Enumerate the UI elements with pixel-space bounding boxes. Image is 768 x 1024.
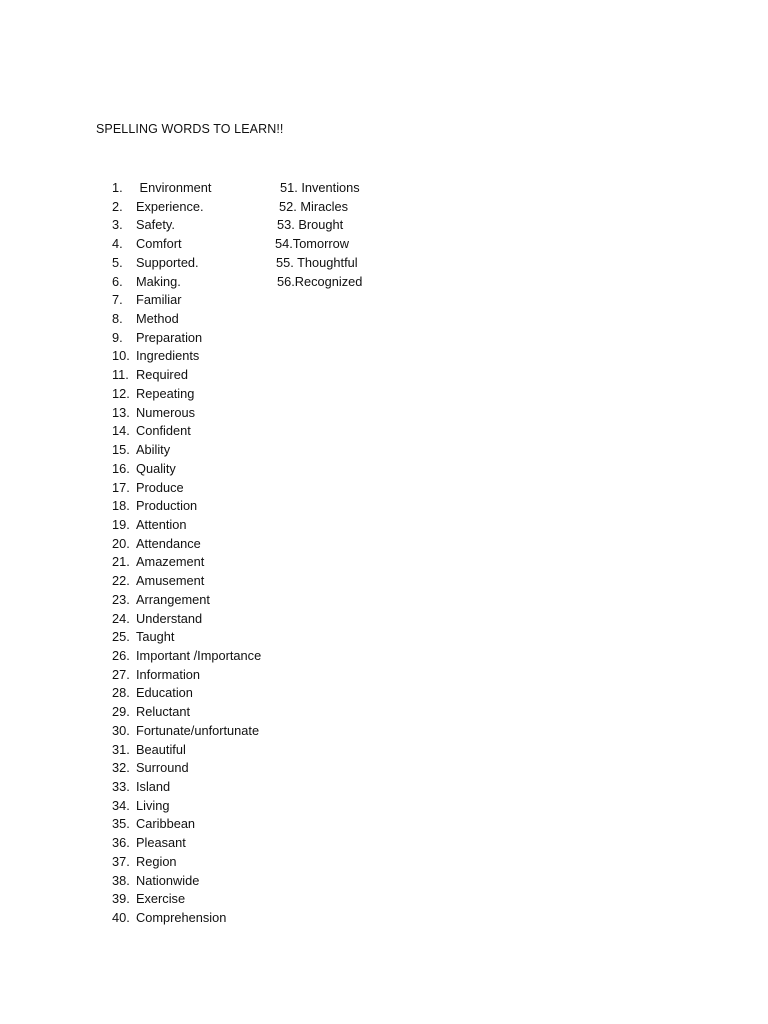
list-item-word: Supported. — [136, 254, 199, 270]
list-item — [108, 853, 261, 872]
list-item-word: Taught — [136, 629, 175, 645]
list-item-word: Important /Importance — [136, 647, 262, 663]
list-item — [108, 441, 261, 460]
list-item — [108, 254, 261, 273]
list-item-number: 21. — [112, 554, 130, 570]
list-item-word: Comprehension — [136, 910, 227, 926]
list-item-word: Attendance — [136, 535, 201, 551]
list-item — [108, 628, 261, 647]
list-item — [108, 497, 261, 516]
list-item — [108, 553, 261, 572]
list-item-word: Understand — [136, 610, 203, 626]
list-item-word: Education — [136, 685, 193, 701]
list-item-word: Living — [136, 797, 170, 813]
list-item-number: 34. — [112, 797, 130, 813]
list-item — [108, 347, 261, 366]
list-item-word: Required — [136, 367, 188, 383]
list-item — [108, 778, 261, 797]
list-item — [108, 834, 261, 853]
list-item-number: 10. — [112, 348, 130, 364]
list-item-number: 25. — [112, 629, 130, 645]
list-item: 56.Recognized — [277, 273, 363, 289]
list-item-number: 32. — [112, 760, 130, 776]
list-item-number: 6. — [112, 273, 123, 289]
list-item-word: Island — [136, 779, 171, 794]
list-item — [108, 385, 261, 404]
list-item-number: 11. — [112, 367, 129, 383]
list-item — [108, 291, 261, 310]
list-item-number: 39. — [112, 891, 130, 907]
list-item — [108, 684, 261, 703]
list-item-number: 9. — [112, 329, 123, 345]
list-item-number: 26. — [112, 647, 130, 663]
list-item-word: Arrangement — [136, 591, 210, 607]
list-item — [108, 666, 261, 685]
list-item-number: 38. — [112, 872, 130, 888]
word-list-left — [108, 179, 261, 928]
document-title: SPELLING WORDS TO LEARN!! — [96, 122, 284, 136]
list-item-word: Fortunate/unfortunate — [136, 722, 260, 738]
list-item — [108, 647, 261, 666]
list-item — [108, 235, 261, 254]
list-item: 54.Tomorrow — [275, 236, 349, 252]
list-item: 51. Inventions — [280, 180, 360, 195]
list-item-number: 20. — [112, 535, 130, 551]
list-item — [108, 741, 261, 760]
list-item-word: Environment — [136, 180, 212, 195]
list-item-word: Amusement — [136, 573, 205, 589]
list-item-word: Surround — [136, 760, 189, 776]
list-item-word: Experience. — [136, 198, 204, 214]
list-item: 53. Brought — [277, 217, 344, 233]
list-item-number: 27. — [112, 666, 130, 682]
list-item — [108, 216, 261, 235]
list-item-number: 35. — [112, 816, 130, 832]
list-item-number: 31. — [112, 741, 130, 757]
list-item — [108, 610, 261, 629]
list-item — [108, 273, 261, 292]
list-item-number: 22. — [112, 573, 130, 589]
list-item-word: Reluctant — [136, 704, 191, 720]
list-item-number: 17. — [112, 479, 130, 495]
list-item-number: 13. — [112, 404, 130, 420]
list-item — [108, 535, 261, 554]
list-item-number: 12. — [112, 385, 130, 401]
list-item — [108, 909, 261, 928]
list-item-word: Pleasant — [136, 835, 186, 851]
list-item-word: Produce — [136, 479, 184, 495]
list-item-word: Making. — [136, 273, 181, 289]
list-item-number: 3. — [112, 217, 123, 233]
list-item-number: 37. — [112, 853, 130, 869]
list-item-word: Ingredients — [136, 348, 200, 364]
list-item-word: Confident — [136, 423, 191, 439]
list-item-number: 7. — [112, 292, 123, 308]
list-item-word: Exercise — [136, 891, 186, 907]
list-item-word: Region — [136, 853, 177, 869]
list-item-number: 24. — [112, 610, 130, 626]
list-item-number: 14. — [112, 423, 130, 439]
list-item — [108, 815, 261, 834]
list-item-number: 40. — [112, 910, 130, 926]
list-item-number: 28. — [112, 685, 130, 701]
list-item — [108, 422, 261, 441]
list-item — [108, 872, 261, 891]
list-item — [108, 460, 261, 479]
list-item-word: Method — [136, 311, 179, 327]
list-item-word: Caribbean — [136, 816, 196, 832]
list-item-number: 15. — [112, 442, 130, 458]
list-item-number: 16. — [112, 460, 130, 476]
list-item-number: 8. — [112, 311, 123, 327]
list-item — [108, 179, 261, 198]
list-item — [108, 797, 261, 816]
list-item — [108, 404, 261, 423]
list-item — [108, 572, 261, 591]
list-item — [108, 722, 261, 741]
list-item-number: 29. — [112, 704, 130, 720]
list-item-number: 36. — [112, 835, 130, 851]
list-item — [108, 703, 261, 722]
list-item-number: 5. — [112, 254, 123, 270]
list-item — [108, 479, 261, 498]
list-item-word: Quality — [136, 460, 176, 476]
list-item-word: Numerous — [136, 404, 196, 420]
word-list-right — [274, 179, 362, 291]
list-item-word: Production — [136, 498, 198, 514]
list-item — [108, 890, 261, 909]
list-item — [108, 591, 261, 610]
list-item — [108, 329, 261, 348]
list-item-number: 30. — [112, 722, 130, 738]
list-item-number: 33. — [112, 779, 130, 794]
list-item — [108, 366, 261, 385]
list-item-word: Information — [136, 666, 201, 682]
list-item-word: Attention — [136, 516, 187, 532]
list-item-word: Familiar — [136, 292, 182, 308]
list-item — [108, 516, 261, 535]
list-item-word: Amazement — [136, 554, 205, 570]
list-item-word: Repeating — [136, 385, 195, 401]
list-item-word: Nationwide — [136, 872, 200, 888]
list-item: 52. Miracles — [279, 198, 348, 214]
list-item-word: Beautiful — [136, 741, 186, 757]
list-item — [108, 198, 261, 217]
list-item — [108, 759, 261, 778]
list-item-number: 19. — [112, 516, 130, 532]
list-item-number: 2. — [112, 198, 123, 214]
list-item-word: Ability — [136, 442, 171, 458]
list-item-word: Preparation — [136, 329, 203, 345]
list-item-number: 1. — [112, 180, 123, 195]
list-item — [108, 310, 261, 329]
list-item-number: 18. — [112, 498, 130, 514]
list-item-number: 4. — [112, 236, 123, 252]
list-item-number: 23. — [112, 591, 130, 607]
list-item-word: Comfort — [136, 236, 182, 252]
list-item-word: Safety. — [136, 217, 175, 233]
list-item: 55. Thoughtful — [276, 254, 358, 270]
